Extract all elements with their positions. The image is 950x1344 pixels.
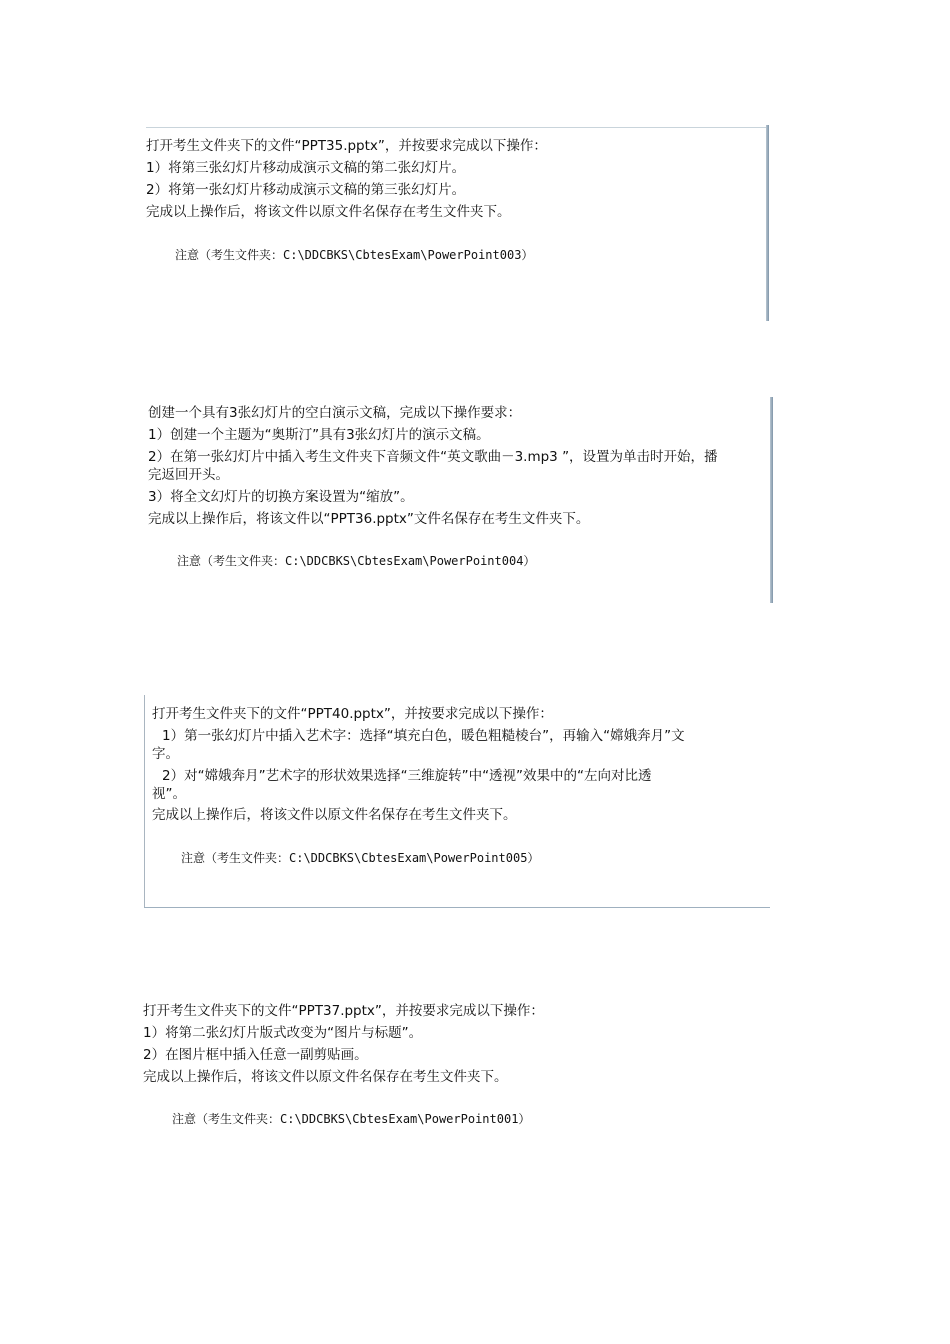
task-note: 注意（考生文件夹：C:\DDCBKS\CbtesExam\PowerPoint005） [181,851,540,865]
task-note: 注意（考生文件夹：C:\DDCBKS\CbtesExam\PowerPoint003） [175,248,534,262]
task-step: 1）将第三张幻灯片移动成演示文稿的第二张幻灯片。 [146,160,466,176]
task-step: 2）对“嫦娥奔月”艺术字的形状效果选择“三维旋转”中“透视”效果中的“左向对比透 [162,768,652,784]
task-step: 2）在图片框中插入任意一副剪贴画。 [143,1047,368,1063]
task-summary: 完成以上操作后，将该文件以原文件名保存在考生文件夹下。 [152,807,517,823]
task-step-continued: 视”。 [152,786,186,802]
task-title: 打开考生文件夹下的文件“PPT37.pptx”，并按要求完成以下操作： [143,1003,544,1019]
task-note: 注意（考生文件夹：C:\DDCBKS\CbtesExam\PowerPoint001） [172,1112,531,1126]
task-step: 1）第一张幻灯片中插入艺术字：选择“填充白色，暖色粗糙棱台”，再输入“嫦娥奔月”文 [162,728,685,744]
task-note: 注意（考生文件夹：C:\DDCBKS\CbtesExam\PowerPoint004） [177,554,536,568]
task-summary: 完成以上操作后，将该文件以原文件名保存在考生文件夹下。 [146,204,511,220]
task-summary: 完成以上操作后，将该文件以“PPT36.pptx”文件名保存在考生文件夹下。 [148,511,590,527]
task-title: 创建一个具有3张幻灯片的空白演示文稿，完成以下操作要求： [148,405,522,421]
task-summary: 完成以上操作后，将该文件以原文件名保存在考生文件夹下。 [143,1069,508,1085]
task-step-continued: 完返回开头。 [148,467,229,483]
task-title: 打开考生文件夹下的文件“PPT40.pptx”，并按要求完成以下操作： [152,706,553,722]
task-step: 2）在第一张幻灯片中插入考生文件夹下音频文件“英文歌曲－3.mp3 ”，设置为单击时开始，播 [148,449,718,465]
task-step-continued: 字。 [152,746,179,762]
task-step: 2）将第一张幻灯片移动成演示文稿的第三张幻灯片。 [146,182,466,198]
task-step: 3）将全文幻灯片的切换方案设置为“缩放”。 [148,489,414,505]
task-step: 1）将第二张幻灯片版式改变为“图片与标题”。 [143,1025,423,1041]
task-step: 1）创建一个主题为“奥斯汀”具有3张幻灯片的演示文稿。 [148,427,490,443]
task-title: 打开考生文件夹下的文件“PPT35.pptx”，并按要求完成以下操作： [146,138,547,154]
